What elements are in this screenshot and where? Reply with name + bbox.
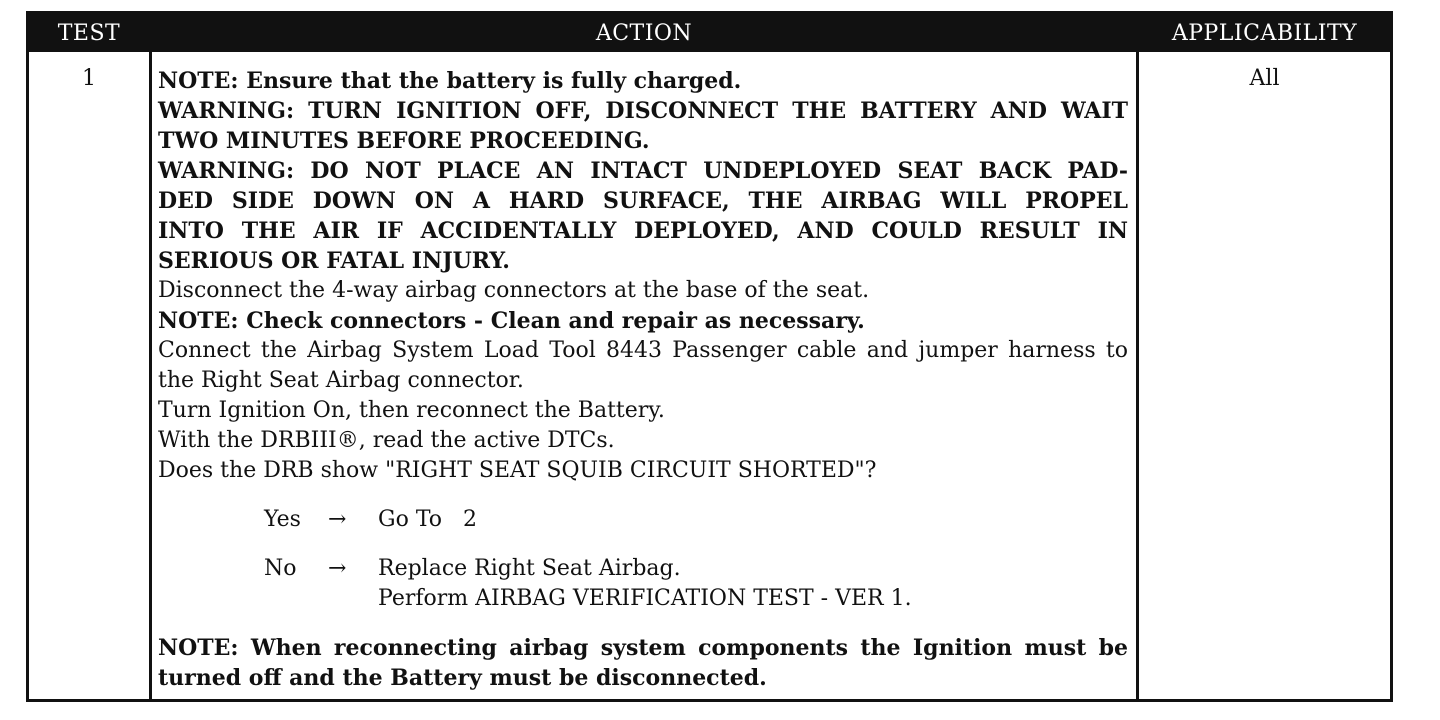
no-result-line-2: Perform AIRBAG VERIFICATION TEST - VER 1.: [378, 586, 912, 611]
column-divider-test: [149, 52, 152, 699]
note-reconnecting-line-1: NOTE: When reconnecting airbag system components the Ignition must be: [158, 635, 1128, 661]
warning-seat-line-3: INTO THE AIR IF ACCIDENTALLY DEPLOYED, AND COULD RESULT IN: [158, 218, 1128, 244]
step-read-dtcs: With the DRBIII®, read the active DTCs.: [158, 428, 615, 453]
no-result-line-1: Replace Right Seat Airbag.: [378, 556, 681, 581]
test-number: 1: [82, 66, 96, 91]
warning-seat-line-4: SERIOUS OR FATAL INJURY.: [158, 248, 510, 274]
step-disconnect: Disconnect the 4-way airbag connectors at the base of the seat.: [158, 278, 870, 303]
step-connect-line-2: the Right Seat Airbag connector.: [158, 368, 524, 393]
applicability-value: All: [1249, 66, 1280, 91]
note-check-connectors: NOTE: Check connectors - Clean and repair as necessary.: [158, 308, 865, 334]
table-header: [29, 14, 1390, 52]
note-battery-charged: NOTE: Ensure that the battery is fully charged.: [158, 68, 742, 94]
action-cell: [158, 66, 1128, 693]
warning-ignition-line-2: TWO MINUTES BEFORE PROCEEDING.: [158, 128, 650, 154]
yes-arrow-icon: →: [328, 507, 347, 532]
choice-no-continued: [158, 584, 1128, 614]
header-applicability: APPLICABILITY: [1171, 21, 1358, 46]
warning-seat-line-2: DED SIDE DOWN ON A HARD SURFACE, THE AIRBAG WILL PROPEL: [158, 188, 1128, 214]
yes-label: Yes: [264, 507, 301, 532]
choice-no: [158, 554, 1128, 584]
warning-seat-line-1: WARNING: DO NOT PLACE AN INTACT UNDEPLOYED SEAT BACK PAD-: [158, 158, 1128, 184]
yes-result: Go To 2: [378, 507, 477, 532]
diagnostic-table: [26, 11, 1393, 702]
step-ignition-on: Turn Ignition On, then reconnect the Battery.: [158, 398, 665, 423]
no-arrow-icon: →: [328, 556, 347, 581]
column-divider-action: [1136, 52, 1139, 699]
header-action: ACTION: [595, 21, 693, 46]
no-label: No: [264, 556, 297, 581]
warning-ignition-line-1: WARNING: TURN IGNITION OFF, DISCONNECT THE BATTERY AND WAIT: [158, 98, 1128, 124]
choice-yes: [158, 505, 1128, 535]
note-reconnecting-line-2: turned off and the Battery must be disconnected.: [158, 665, 767, 691]
header-test: TEST: [57, 21, 121, 46]
question: Does the DRB show "RIGHT SEAT SQUIB CIRCUIT SHORTED"?: [158, 458, 877, 483]
step-connect-line-1: Connect the Airbag System Load Tool 8443 Passenger cable and jumper harness to: [158, 338, 1128, 363]
